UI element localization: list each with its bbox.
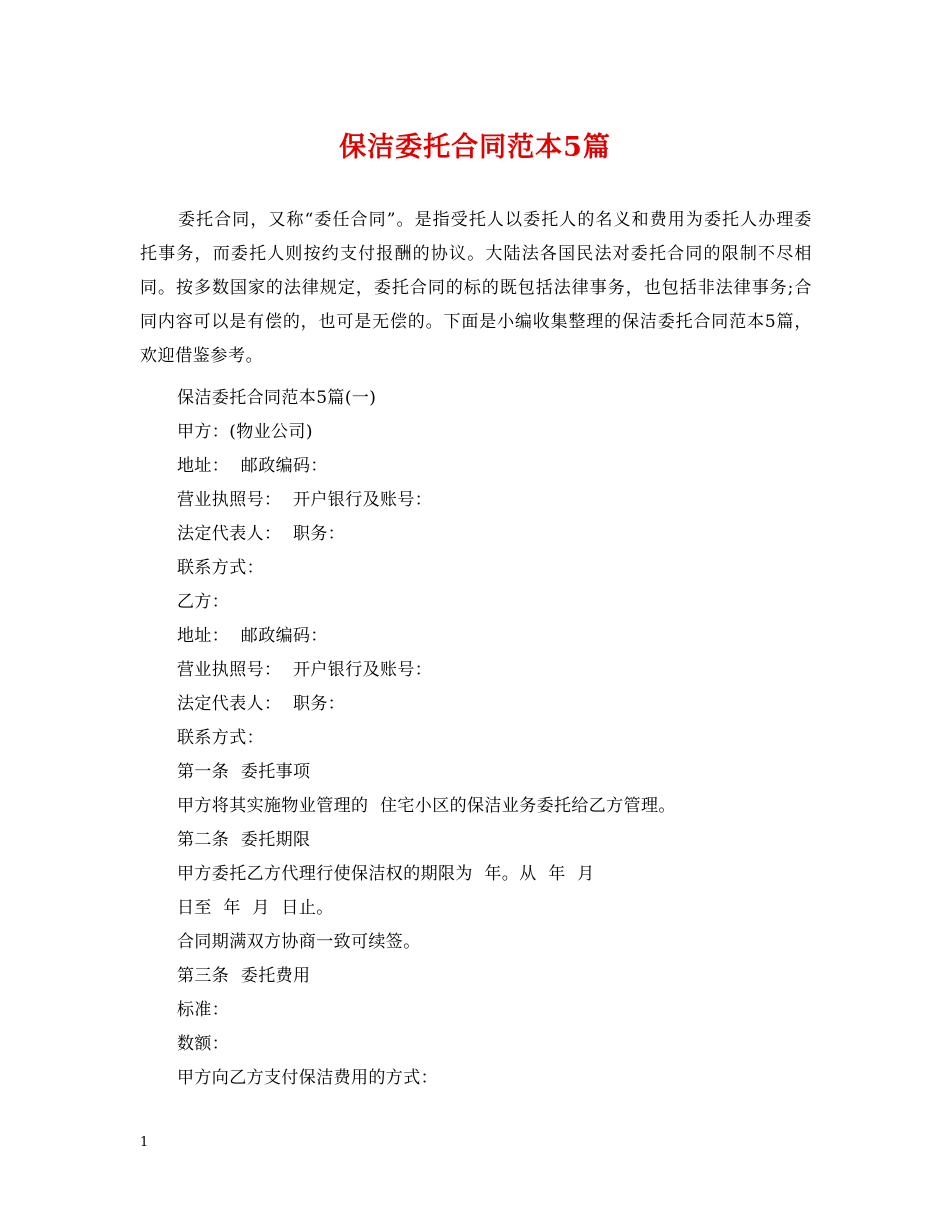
article-text: 甲方委托乙方代理行使保洁权的期限为 年。从 年 月: [177, 864, 595, 884]
party-b-address: 地址： 邮政编码：: [177, 626, 328, 646]
intro-paragraph: 委托合同，又称“委任合同”。是指受托人以委托人的名义和费用为委托人办理委托事务，而委托人则按约支付报酬的协议。大陆法各国民法对委托合同的限制不尽相同。按多数国家的法律规定，委托合同的标的既包括法律事务，也包括非法律事务;合同内容可以是有偿的，也可是无偿的。下面是小编收集整理的保洁委托合同范本5篇，欢迎借鉴参考。: [140, 210, 812, 366]
section-heading: 保洁委托合同范本5篇(一): [177, 388, 377, 408]
article-text: 甲方向乙方支付保洁费用的方式：: [177, 1068, 438, 1088]
party-a-representative: 法定代表人： 职务：: [177, 524, 346, 544]
party-b-line: 乙方：: [177, 592, 230, 612]
party-b-representative: 法定代表人： 职务：: [177, 694, 346, 714]
article-heading: 第一条 委托事项: [177, 762, 311, 782]
article-text: 标准：: [177, 1000, 230, 1020]
party-a-license: 营业执照号： 开户银行及账号：: [177, 490, 433, 510]
article-text: 日至 年 月 日止。: [177, 898, 334, 918]
party-a-contact: 联系方式：: [177, 558, 264, 578]
article-text: 数额：: [177, 1034, 230, 1054]
article-heading: 第二条 委托期限: [177, 830, 311, 850]
party-a-address: 地址： 邮政编码：: [177, 456, 328, 476]
party-b-contact: 联系方式：: [177, 728, 264, 748]
contract-body: [177, 381, 817, 1095]
party-a-line: 甲方：(物业公司): [177, 422, 313, 442]
document-title: 保洁委托合同范本5篇: [339, 132, 611, 163]
page-number: 1: [140, 1135, 149, 1150]
article-text: 甲方将其实施物业管理的 住宅小区的保洁业务委托给乙方管理。: [177, 796, 676, 816]
party-b-license: 营业执照号： 开户银行及账号：: [177, 660, 433, 680]
article-heading: 第三条 委托费用: [177, 966, 311, 986]
article-text: 合同期满双方协商一致可续签。: [177, 932, 421, 952]
